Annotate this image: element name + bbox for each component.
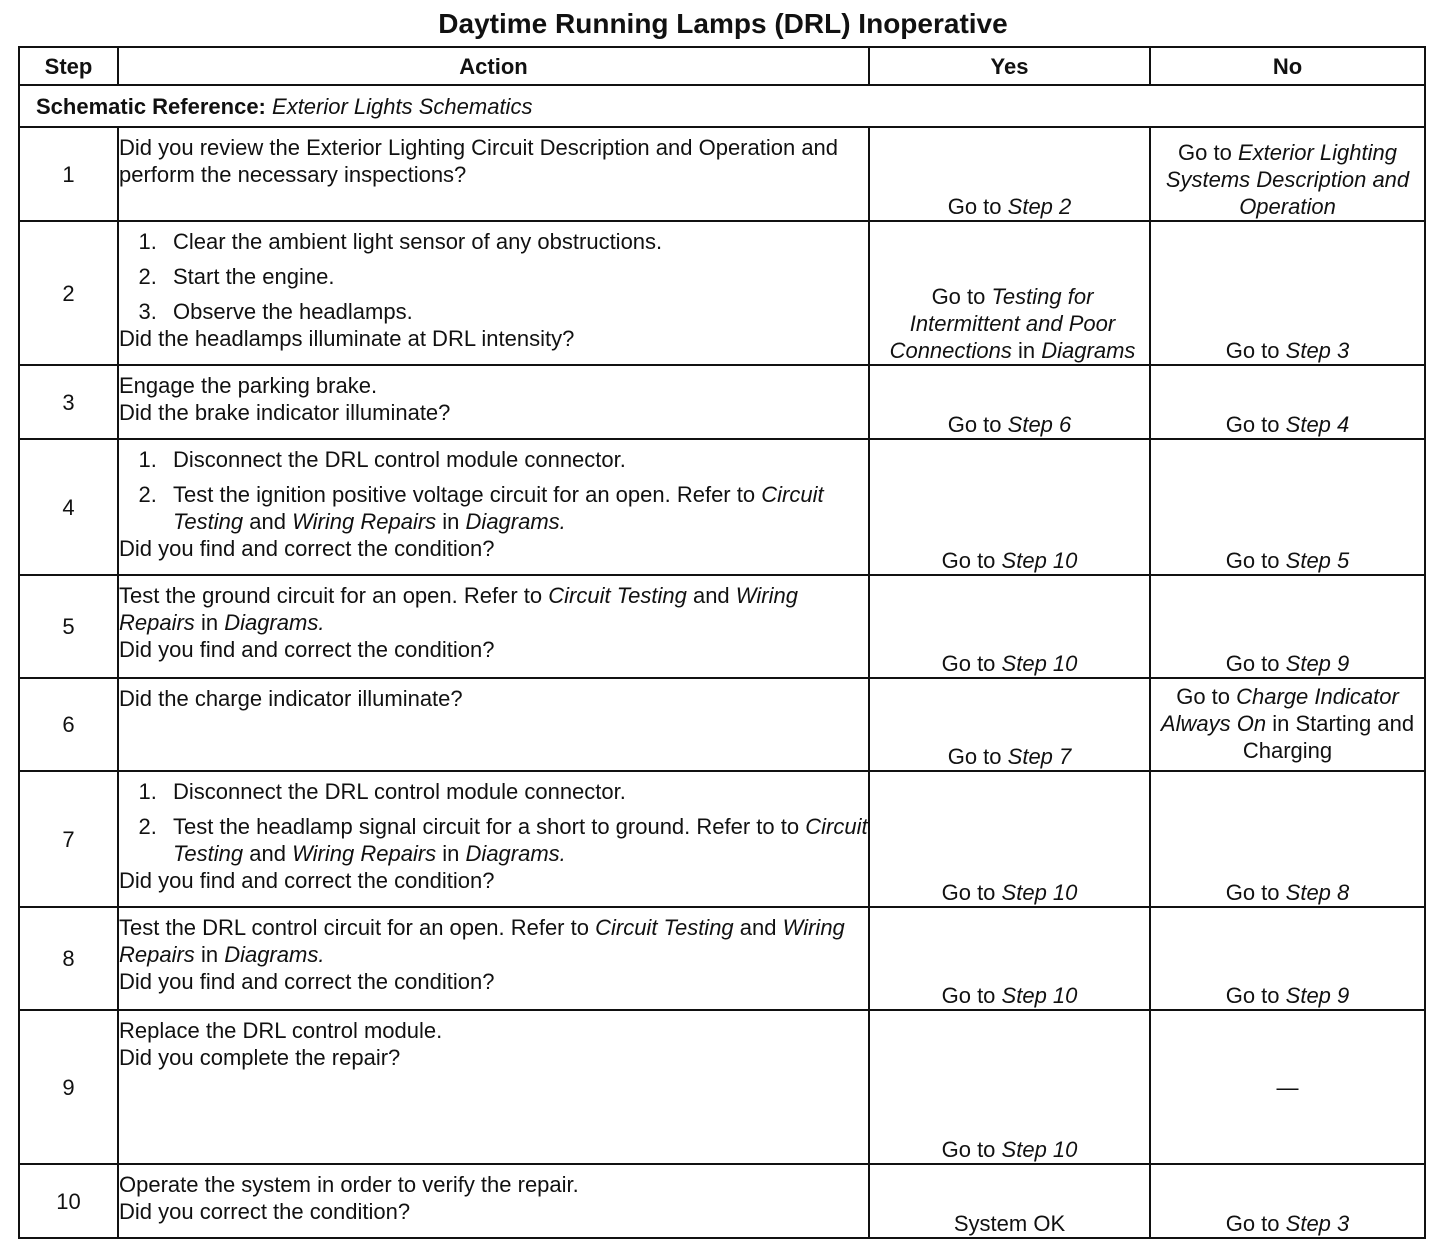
yes-link[interactable]: Step 2 bbox=[1007, 194, 1072, 219]
schematic-reference-label: Schematic Reference: bbox=[36, 93, 266, 119]
yes-cell: Go to Step 10 bbox=[869, 1010, 1150, 1164]
step-number: 9 bbox=[19, 1010, 118, 1164]
step-number: 8 bbox=[19, 907, 118, 1010]
action-cell bbox=[118, 221, 869, 365]
action-cell bbox=[118, 365, 869, 439]
step-number: 2 bbox=[19, 221, 118, 365]
action-question: Did you find and correct the condition? bbox=[119, 536, 495, 561]
page-title: Daytime Running Lamps (DRL) Inoperative bbox=[438, 8, 1008, 39]
no-cell: Go to Charge Indicator Always On in Starting and Charging bbox=[1150, 678, 1425, 771]
no-dash: — bbox=[1276, 1074, 1299, 1100]
yes-link[interactable]: Step 10 bbox=[1001, 880, 1078, 905]
yes-cell: Go to Step 6 bbox=[869, 365, 1150, 439]
no-cell: Go to Exterior Lighting Systems Description and Operation bbox=[1150, 127, 1425, 221]
yes-link[interactable]: Step 10 bbox=[1001, 651, 1078, 676]
diagrams-link[interactable]: Diagrams. bbox=[465, 841, 566, 866]
action-question: Did you find and correct the condition? bbox=[119, 969, 495, 994]
action-cell bbox=[118, 771, 869, 907]
yes-cell: Go to Testing for Intermittent and Poor Connections in Diagrams bbox=[869, 221, 1150, 365]
action-cell bbox=[118, 575, 869, 678]
table-row bbox=[19, 907, 1425, 1010]
yes-link[interactable]: Testing for Intermittent and Poor Connections bbox=[889, 284, 1116, 363]
header-row bbox=[19, 47, 1425, 85]
yes-cell: Go to Step 10 bbox=[869, 439, 1150, 575]
schematic-reference-link[interactable]: Exterior Lights Schematics bbox=[272, 93, 533, 119]
yes-cell: Go to Step 7 bbox=[869, 678, 1150, 771]
step-number: 10 bbox=[19, 1164, 118, 1238]
no-cell bbox=[1150, 1010, 1425, 1164]
no-link[interactable]: Step 8 bbox=[1285, 880, 1350, 905]
yes-link[interactable]: Step 10 bbox=[1001, 983, 1078, 1008]
diagrams-link[interactable]: Diagrams. bbox=[224, 942, 325, 967]
action-list-item: 2. Start the engine. bbox=[163, 263, 868, 290]
yes-cell: Go to Step 2 bbox=[869, 127, 1150, 221]
step-number: 1 bbox=[19, 127, 118, 221]
action-list-item: 1. Clear the ambient light sensor of any obstructions. bbox=[163, 228, 868, 255]
step-number: 6 bbox=[19, 678, 118, 771]
table-row bbox=[19, 221, 1425, 365]
table-row bbox=[19, 365, 1425, 439]
action-list-item: 3. Observe the headlamps. bbox=[163, 298, 868, 325]
table-row bbox=[19, 1010, 1425, 1164]
table-row bbox=[19, 1164, 1425, 1238]
wiring-repairs-link[interactable]: Wiring Repairs bbox=[292, 509, 437, 534]
no-link[interactable]: Step 9 bbox=[1285, 983, 1350, 1008]
yes-link[interactable]: Step 10 bbox=[1001, 548, 1078, 573]
yes-link[interactable]: Step 7 bbox=[1007, 744, 1072, 769]
action-question: Did you find and correct the condition? bbox=[119, 637, 495, 662]
action-question: Did you find and correct the condition? bbox=[119, 868, 495, 893]
action-cell bbox=[118, 1164, 869, 1238]
step-number: 4 bbox=[19, 439, 118, 575]
action-text: Test the ground circuit for an open. Refer to Circuit Testing and Wiring Repairs in Diagrams. bbox=[119, 583, 798, 635]
no-link-suffix[interactable]: Starting and Charging bbox=[1242, 711, 1415, 763]
action-list-item: 2. Test the ignition positive voltage circuit for an open. Refer to Circuit Testing and Wiring Repairs in Diagrams. bbox=[163, 481, 868, 535]
action-text: Operate the system in order to verify the repair. bbox=[119, 1172, 579, 1197]
no-link[interactable]: Exterior Lighting Systems Description and Operation bbox=[1165, 140, 1410, 219]
diagrams-link[interactable]: Diagrams. bbox=[465, 509, 566, 534]
circuit-testing-link[interactable]: Circuit Testing bbox=[173, 814, 868, 866]
no-cell: Go to Step 3 bbox=[1150, 1164, 1425, 1238]
no-cell: Go to Step 3 bbox=[1150, 221, 1425, 365]
no-cell: Go to Step 9 bbox=[1150, 575, 1425, 678]
no-link[interactable]: Step 3 bbox=[1285, 338, 1350, 363]
wiring-repairs-link[interactable]: Wiring Repairs bbox=[119, 915, 845, 967]
step-number: 3 bbox=[19, 365, 118, 439]
action-cell bbox=[118, 127, 869, 221]
no-cell: Go to Step 5 bbox=[1150, 439, 1425, 575]
yes-link-diagrams[interactable]: Diagrams bbox=[1041, 338, 1136, 363]
wiring-repairs-link[interactable]: Wiring Repairs bbox=[119, 583, 798, 635]
schematic-reference bbox=[19, 85, 1425, 127]
action-cell bbox=[118, 678, 869, 771]
action-text: Test the DRL control circuit for an open. Refer to Circuit Testing and Wiring Repairs in Diagrams. bbox=[119, 915, 845, 967]
no-cell: Go to Step 4 bbox=[1150, 365, 1425, 439]
action-cell bbox=[118, 1010, 869, 1164]
action-cell bbox=[118, 439, 869, 575]
circuit-testing-link[interactable]: Circuit Testing bbox=[173, 482, 824, 534]
no-cell: Go to Step 9 bbox=[1150, 907, 1425, 1010]
action-list-item: 2. Test the headlamp signal circuit for a short to ground. Refer to to Circuit Testing and Wiring Repairs in Diagrams. bbox=[163, 813, 868, 867]
step-number: 7 bbox=[19, 771, 118, 907]
table-row bbox=[19, 771, 1425, 907]
action-list bbox=[119, 446, 868, 535]
yes-cell: Go to Step 10 bbox=[869, 771, 1150, 907]
diagrams-link[interactable]: Diagrams. bbox=[224, 610, 325, 635]
table-row bbox=[19, 678, 1425, 771]
yes-link[interactable]: Step 10 bbox=[1001, 1137, 1078, 1162]
table-row bbox=[19, 439, 1425, 575]
header-step: Step bbox=[19, 47, 118, 85]
diagnostic-table bbox=[18, 46, 1426, 1239]
yes-cell: Go to Step 10 bbox=[869, 907, 1150, 1010]
action-list-item: 1. Disconnect the DRL control module connector. bbox=[163, 778, 868, 805]
yes-cell bbox=[869, 1164, 1150, 1238]
action-question: Did you complete the repair? bbox=[119, 1045, 401, 1070]
circuit-testing-link[interactable]: Circuit Testing bbox=[548, 583, 687, 608]
yes-link[interactable]: Step 6 bbox=[1007, 412, 1072, 437]
step-number: 5 bbox=[19, 575, 118, 678]
action-text: Engage the parking brake. bbox=[119, 373, 378, 398]
action-question: Did the charge indicator illuminate? bbox=[119, 686, 463, 711]
action-question: Did the headlamps illuminate at DRL intensity? bbox=[119, 326, 575, 351]
action-question: Did the brake indicator illuminate? bbox=[119, 400, 451, 425]
yes-cell: Go to Step 10 bbox=[869, 575, 1150, 678]
no-link[interactable]: Step 5 bbox=[1285, 548, 1350, 573]
action-list bbox=[119, 228, 868, 325]
action-list bbox=[119, 778, 868, 867]
header-yes: Yes bbox=[869, 47, 1150, 85]
header-no: No bbox=[1150, 47, 1425, 85]
action-question: Did you correct the condition? bbox=[119, 1199, 411, 1224]
table-row bbox=[19, 575, 1425, 678]
table-row bbox=[19, 127, 1425, 221]
system-ok-text: System OK bbox=[953, 1211, 1066, 1236]
no-link[interactable]: Charge Indicator Always On bbox=[1160, 684, 1399, 736]
circuit-testing-link[interactable]: Circuit Testing bbox=[595, 915, 734, 940]
action-text: Did you review the Exterior Lighting Circuit Description and Operation and perform the necessary inspections? bbox=[119, 135, 839, 187]
action-text: Replace the DRL control module. bbox=[119, 1018, 443, 1043]
no-link[interactable]: Step 9 bbox=[1285, 651, 1350, 676]
no-cell: Go to Step 8 bbox=[1150, 771, 1425, 907]
action-cell bbox=[118, 907, 869, 1010]
no-link[interactable]: Step 4 bbox=[1285, 412, 1350, 437]
wiring-repairs-link[interactable]: Wiring Repairs bbox=[292, 841, 437, 866]
header-action: Action bbox=[118, 47, 869, 85]
no-link[interactable]: Step 3 bbox=[1285, 1211, 1350, 1236]
action-list-item: 1. Disconnect the DRL control module connector. bbox=[163, 446, 868, 473]
schematic-reference-row bbox=[19, 85, 1425, 127]
